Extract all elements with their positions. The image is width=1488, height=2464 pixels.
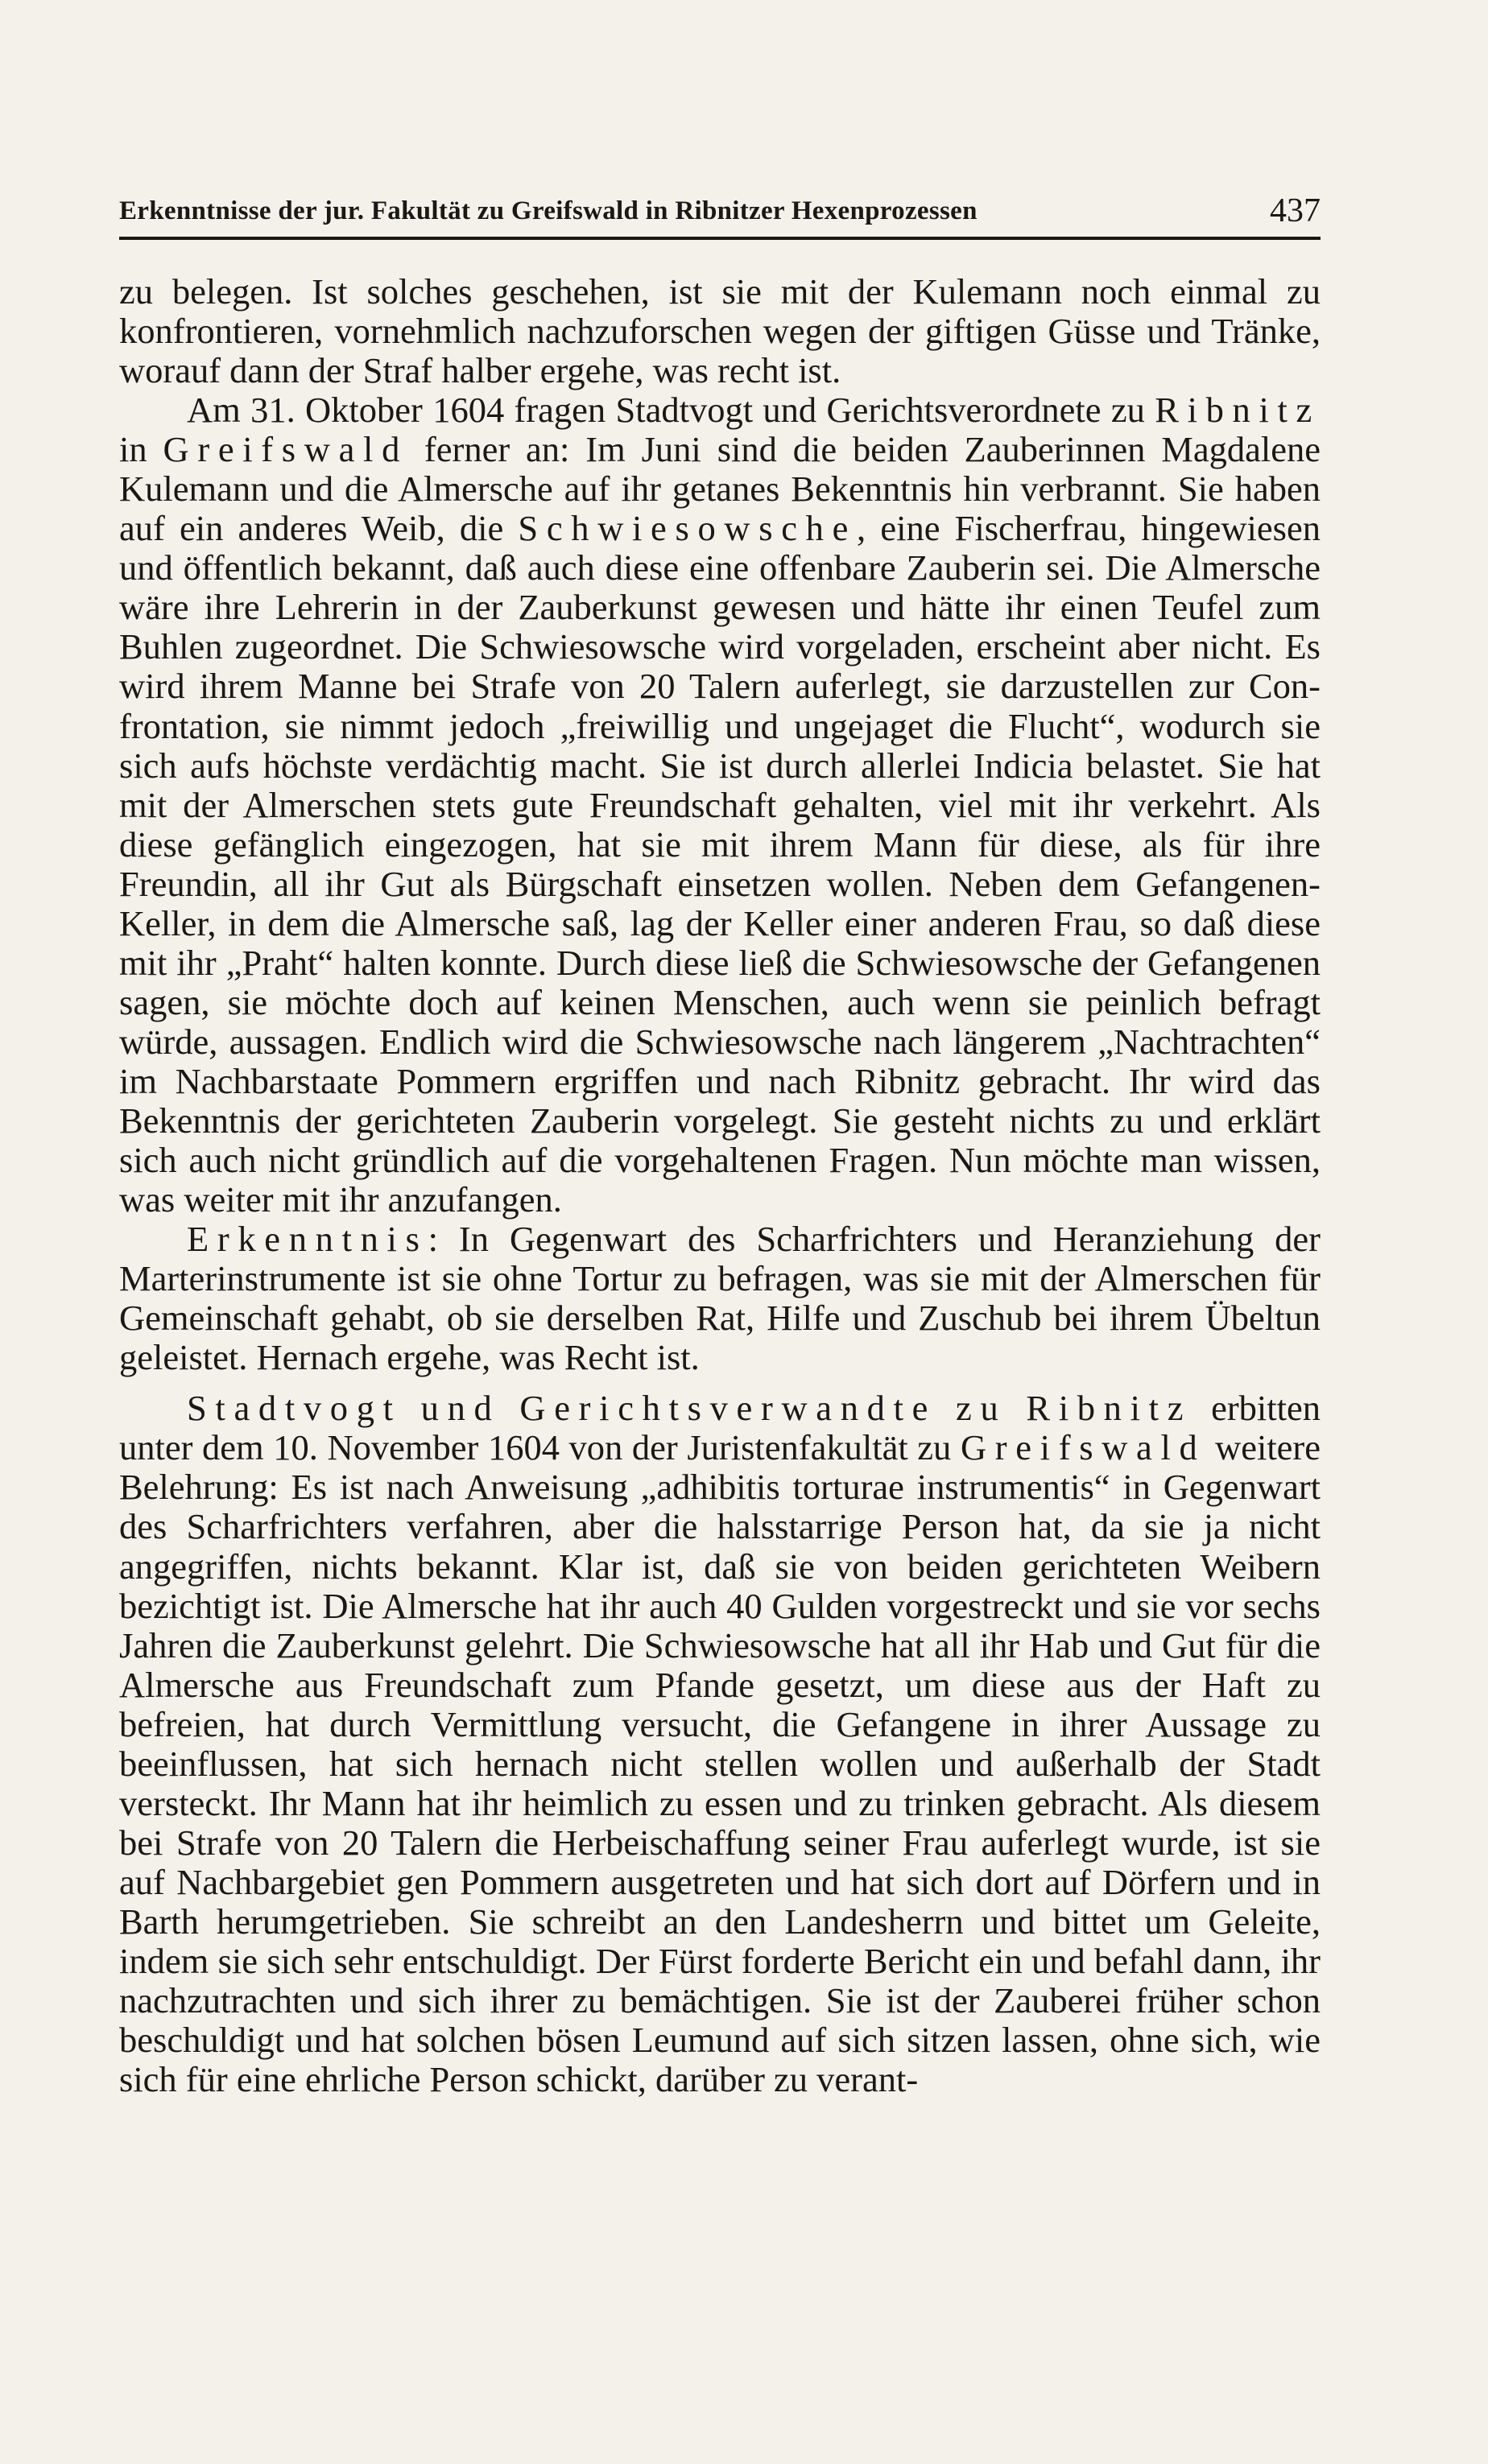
document-page — [119, 187, 1321, 2099]
header-rule — [119, 237, 1321, 240]
text-run: zu belegen. Ist solches geschehen, ist sie mit der Kulemann noch einmal zu konfrontieren, vornehmlich nachzuforschen wegen der giftigen Güsse und Tränke, worauf dann der Straf halber ergehe, was recht ist. — [119, 271, 1321, 391]
text-run — [1006, 1388, 1026, 1428]
text-run: weitere Belehrung: Es ist nach Anweisung „adhibitis torturae instrumentis“ in Gegenwart des Scharfrichters verfahren, aber die halsstarrige Person hat, da sie ja nicht angegriffen, nichts bekannt. Klar ist, daß sie von beiden gerichteten Weibern bezichtigt ist. Die Almersche hat ihr auch 40 Gulden vorgestreckt und sie vor sechs Jahren die Zauberkunst gelehrt. Die Schwiesowsche hat all ihr Hab und Gut für die Almersche aus Freundschaft zum Pfande gesetzt, um diese aus der Haft zu befreien, hat durch Vermittlung versucht, die Gefangene in ihrer Aussage zu beeinflussen, hat sich hernach nicht stellen wollen und außerhalb der Stadt versteckt. Ihr Mann hat ihr heimlich zu essen und zu trinken gebracht. Als diesem bei Strafe von 20 Talern die Herbeischaffung seiner Frau auferlegt wurde, ist sie auf Nachbargebiet gen Pommern ausgetreten und hat sich dort auf Dörfern und in Barth herumgetrieben. Sie schreibt an den Landesherrn und bittet um Geleite, indem sie sich sehr entschuldigt. Der Fürst forderte Bericht ein und befahl dann, ihr nachzutrachten und sich ihrer zu bemächtigen. Sie ist der Zauberei früher schon beschuldigt und hat solchen bösen Leumund auf sich sitzen lassen, ohne sich, wie sich für eine ehrliche Person schickt, darüber zu verant- — [119, 1427, 1321, 2100]
spaced-emphasis: Ribnitz — [1026, 1388, 1192, 1429]
spaced-emphasis: Greifswald — [960, 1427, 1206, 1468]
spaced-emphasis: Ribnitz — [1155, 390, 1321, 431]
spaced-emphasis: Schwiesowsche — [518, 508, 858, 549]
running-title: Erkenntnisse der jur. Fakultät zu Greifswald in Ribnitzer Hexenprozessen — [119, 196, 978, 225]
spaced-emphasis: Gerichtsverwandte — [519, 1388, 937, 1429]
text-run — [936, 1388, 956, 1428]
text-run: : In Gegenwart des Scharfrichters und Heranziehung der Marterinstrumente ist sie ohne Tortur zu befragen, was sie mit der Almerschen für Gemeinschaft gehabt, ob sie derselben Rat, Hilfe und Zuschub bei ihrem Übeltun geleistet. Hernach ergehe, was Recht ist. — [119, 1219, 1321, 1378]
text-run: in — [119, 429, 163, 470]
spaced-emphasis: Stadtvogt — [187, 1388, 402, 1429]
paragraph — [119, 272, 1321, 390]
page-number: 437 — [1270, 192, 1321, 229]
text-run: ferner an: Im Juni sind die beiden Zauberinnen Magdalene Kulemann und die Almersche auf ihr getanes Bekenntnis hin verbrannt. Sie haben auf ein anderes Weib, die — [119, 429, 1321, 549]
paragraph — [119, 390, 1321, 1220]
spaced-emphasis: Greifswald — [163, 429, 409, 470]
spaced-emphasis: zu — [956, 1388, 1007, 1429]
text-run: erbitten unter dem 10. November 1604 von der Juristenfakultät zu — [119, 1388, 1321, 1468]
body-text — [119, 272, 1321, 2099]
paragraph — [119, 1220, 1321, 1377]
paragraph — [119, 1389, 1321, 2099]
page-header — [119, 187, 1321, 237]
spaced-emphasis: und — [420, 1388, 501, 1429]
text-run — [402, 1388, 421, 1428]
text-run: , eine Fischerfrau, hingewiesen und öffentlich bekannt, daß auch diese eine offenbare Zauberin sei. Die Almersche wäre ihre Lehrerin in der Zauberkunst gewesen und hätte ihr einen Teufel zum Buhlen zugeordnet. Die Schwiesowsche wird vorgeladen, erscheint aber nicht. Es wird ihrem Manne bei Strafe von 20 Talern auferlegt, sie darzustellen zur Confrontation, sie nimmt jedoch „freiwillig und ungejaget die Flucht“, wodurch sie sich aufs höchste verdächtig macht. Sie ist durch allerlei Indicia belastet. Sie hat mit der Almerschen stets gute Freundschaft gehalten, viel mit ihr verkehrt. Als diese gefänglich eingezogen, hat sie mit ihrem Mann für diese, als für ihre Freundin, all ihr Gut als Bürgschaft einsetzen wollen. Neben dem Gefangenen-Keller, in dem die Almersche saß, lag der Keller einer anderen Frau, so daß diese mit ihr „Praht“ halten konnte. Durch diese ließ die Schwiesowsche der Gefangenen sagen, sie möchte doch auf keinen Menschen, auch wenn sie peinlich befragt würde, aussagen. Endlich wird die Schwiesowsche nach längerem „Nachtrachten“ im Nachbarstaate Pommern ergriffen und nach Ribnitz gebracht. Ihr wird das Bekenntnis der gerichteten Zauberin vorgelegt. Sie gesteht nichts zu und erklärt sich auch nicht gründlich auf die vorgehaltenen Fragen. Nun möchte man wissen, was weiter mit ihr anzufangen. — [119, 508, 1321, 1220]
text-run — [500, 1388, 519, 1428]
text-run: Am 31. Oktober 1604 fragen Stadtvogt und Gerichtsverordnete zu — [187, 390, 1155, 431]
spaced-emphasis: Erkenntnis — [187, 1219, 428, 1260]
